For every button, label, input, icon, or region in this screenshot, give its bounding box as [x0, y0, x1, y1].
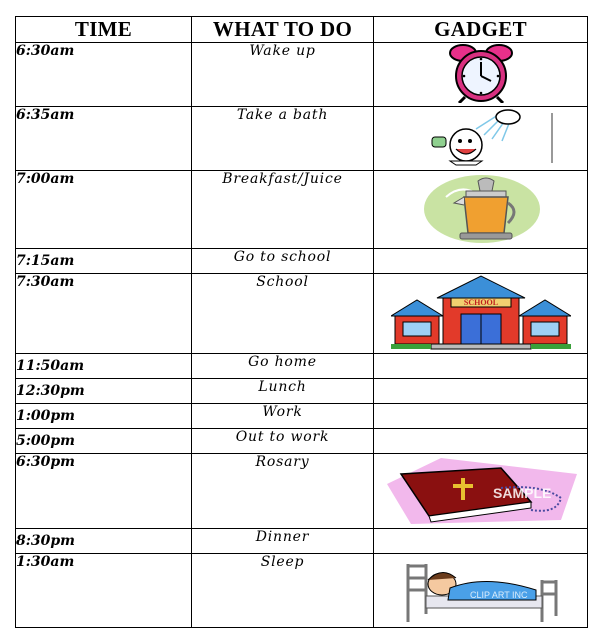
activity-cell: Sleep	[192, 554, 374, 628]
activity-cell: Lunch	[192, 379, 374, 404]
school-sign-text: SCHOOL	[463, 298, 498, 307]
activity-cell: Wake up	[192, 43, 374, 107]
header-time: TIME	[16, 17, 192, 43]
table-row	[16, 404, 588, 429]
activity-cell: Out to work	[192, 429, 374, 454]
time-cell: 1:30am	[16, 554, 192, 628]
time-cell: 6:30pm	[16, 454, 192, 529]
activity-cell: Go home	[192, 354, 374, 379]
gadget-cell	[374, 404, 588, 429]
time-cell: 7:15am	[16, 249, 192, 274]
gadget-cell	[374, 354, 588, 379]
activity-cell: School	[192, 274, 374, 354]
time-cell: 1:00pm	[16, 404, 192, 429]
table-row	[16, 354, 588, 379]
gadget-cell	[374, 529, 588, 554]
gadget-cell	[374, 274, 588, 354]
table-row	[16, 274, 588, 354]
juicer-icon	[374, 171, 587, 245]
gadget-cell	[374, 429, 588, 454]
time-cell: 12:30pm	[16, 379, 192, 404]
school-building-icon	[374, 274, 587, 350]
time-cell: 5:00pm	[16, 429, 192, 454]
header-what-to-do: WHAT TO DO	[192, 17, 374, 43]
header-gadget: GADGET	[374, 17, 588, 43]
table-row	[16, 107, 588, 171]
bible-rosary-icon	[374, 454, 587, 526]
table-row	[16, 454, 588, 529]
schedule-table	[15, 16, 588, 628]
table-row	[16, 554, 588, 628]
table-row	[16, 249, 588, 274]
gadget-cell	[374, 43, 588, 107]
sleeping-bed-icon	[374, 554, 587, 624]
header-row	[16, 17, 588, 43]
activity-cell: Breakfast/Juice	[192, 171, 374, 249]
gadget-cell	[374, 379, 588, 404]
time-cell: 7:00am	[16, 171, 192, 249]
time-cell: 6:35am	[16, 107, 192, 171]
activity-cell: Take a bath	[192, 107, 374, 171]
gadget-cell	[374, 107, 588, 171]
activity-cell: Work	[192, 404, 374, 429]
time-cell: 7:30am	[16, 274, 192, 354]
sample-watermark-text: SAMPLE	[492, 485, 551, 501]
activity-cell: Dinner	[192, 529, 374, 554]
shower-icon	[374, 107, 587, 167]
activity-cell: Go to school	[192, 249, 374, 274]
clip-art-watermark-text: CLIP ART INC	[469, 590, 528, 600]
time-cell: 8:30pm	[16, 529, 192, 554]
gadget-cell	[374, 249, 588, 274]
alarm-clock-icon	[374, 43, 587, 103]
table-row	[16, 379, 588, 404]
table-row	[16, 429, 588, 454]
time-cell: 6:30am	[16, 43, 192, 107]
activity-cell: Rosary	[192, 454, 374, 529]
gadget-cell	[374, 171, 588, 249]
time-cell: 11:50am	[16, 354, 192, 379]
table-row	[16, 171, 588, 249]
gadget-cell	[374, 554, 588, 628]
gadget-cell	[374, 454, 588, 529]
table-row	[16, 529, 588, 554]
table-row	[16, 43, 588, 107]
